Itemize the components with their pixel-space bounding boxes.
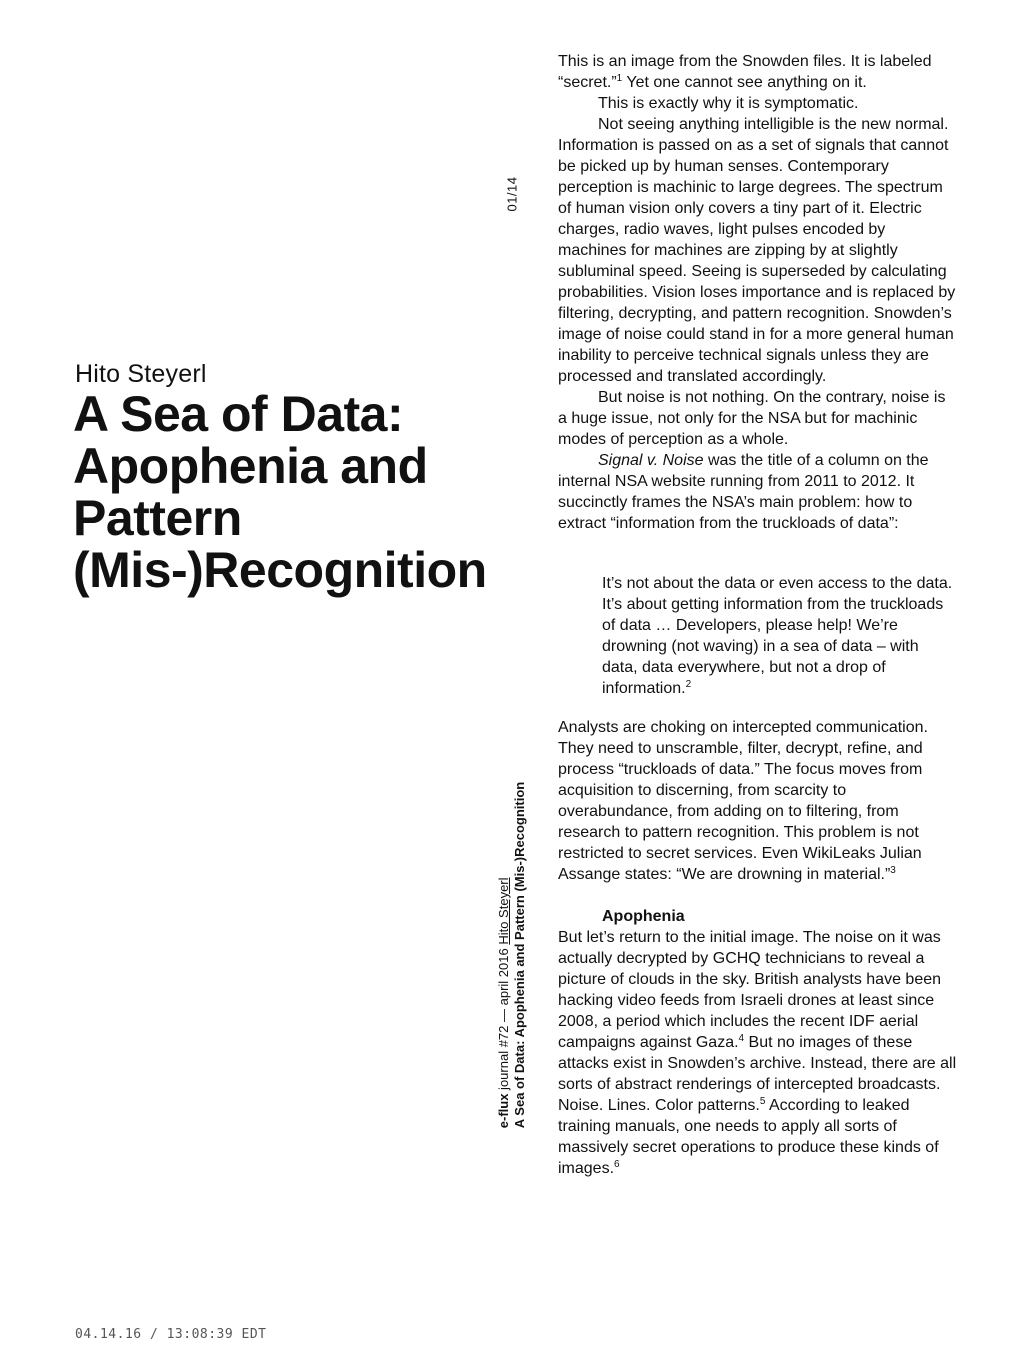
paragraph-5: Signal v. Noise was the title of a column on the internal NSA website running from 2011 to 2012. It succinctly frames the NSA’s main problem: how to extract “information from the truckloads of data”: (558, 452, 929, 532)
block-quote: It’s not about the data or even access to the data. It’s about getting information from the truckloads of data … Developers, please help! We’re drowning (not waving) in a sea of data – with data, data everywhere, but not a drop of information.$^2$ (602, 575, 953, 697)
footnote-ref-6[interactable]: 6 (614, 1159, 620, 1170)
issue-info: journal #72 — april 2016 (496, 944, 511, 1094)
paragraph-1: This is an image from the Snowden files. It is labeled “secret.”$^1$ Yet one cannot see anything on it. (558, 53, 932, 91)
paragraph-6: Analysts are choking on intercepted communication. They need to unscramble, filter, decrypt, refine, and process “truckloads of data.” The focus moves from acquisition to discerning, from scarcity to overabundance, from adding on to filtering, from research to pattern recognition. This problem is not restricted to secret services. Even WikiLeaks Julian Assange states: “We are drowning in material.”$^3$ (558, 719, 928, 883)
paragraph-2: This is exactly why it is symptomatic. (598, 95, 859, 112)
running-head-article-title: A Sea of Data: Apophenia and Pattern (Mis-)Recognition (512, 781, 527, 1129)
page-number: 01/14 (504, 176, 520, 212)
print-timestamp: 04.14.16 / 13:08:39 EDT (75, 1327, 267, 1342)
author-link[interactable]: Hito Steyerl (496, 877, 511, 945)
paragraph-7: But let’s return to the initial image. The noise on it was actually decrypted by GCHQ technicians to reveal a picture of clouds in the sky. British analysts have been hacking video feeds from Israeli drones at least since 2008, a period which includes the recent IDF aerial campaigns against Gaza.$^4$ But no images of these attacks exist in Snowden’s archive. Instead, there are all sorts of abstract renderings of intercepted broadcasts. Noise. Lines. Color patterns.$^5$ According to leaked training manuals, one needs to apply all sorts of massively secret operations to produce these kinds of images.$^6$ (558, 929, 957, 1177)
footnote-ref-2[interactable]: 2 (685, 679, 692, 690)
paragraph-4: But noise is not nothing. On the contrary, noise is a huge issue, not only for the NSA but for machinic modes of perception as a whole. (558, 389, 946, 448)
running-head (496, 782, 528, 1128)
footnote-ref-3[interactable]: 3 (890, 865, 896, 876)
running-head-line-1 (496, 782, 512, 1128)
article-title: A Sea of Data: Apophenia and Pattern (Mis-)Recognition (73, 386, 487, 598)
journal-name: e-flux (496, 1093, 511, 1129)
article-body (558, 51, 958, 1179)
footnote-ref-4[interactable]: 4 (738, 1033, 745, 1044)
section-heading: Apophenia (602, 908, 685, 925)
paragraph-3: Not seeing anything intelligible is the new normal. Information is passed on as a set of signals that cannot be picked up by human senses. Contemporary perception is machinic to large degrees. The spectrum of human vision only covers a tiny part of it. Electric charges, radio waves, light pulses encoded by machines for machines are zipping by at slightly subluminal speed. Seeing is superseded by calculating probabilities. Vision loses importance and is replaced by filtering, decrypting, and pattern recognition. Snowden’s image of noise could stand in for a more general human inability to perceive technical signals unless they are processed and translated accordingly. (558, 116, 956, 385)
footnote-ref-5[interactable]: 5 (759, 1096, 766, 1107)
author-name: Hito Steyerl (75, 360, 207, 388)
footnote-ref-1[interactable]: 1 (616, 73, 623, 84)
